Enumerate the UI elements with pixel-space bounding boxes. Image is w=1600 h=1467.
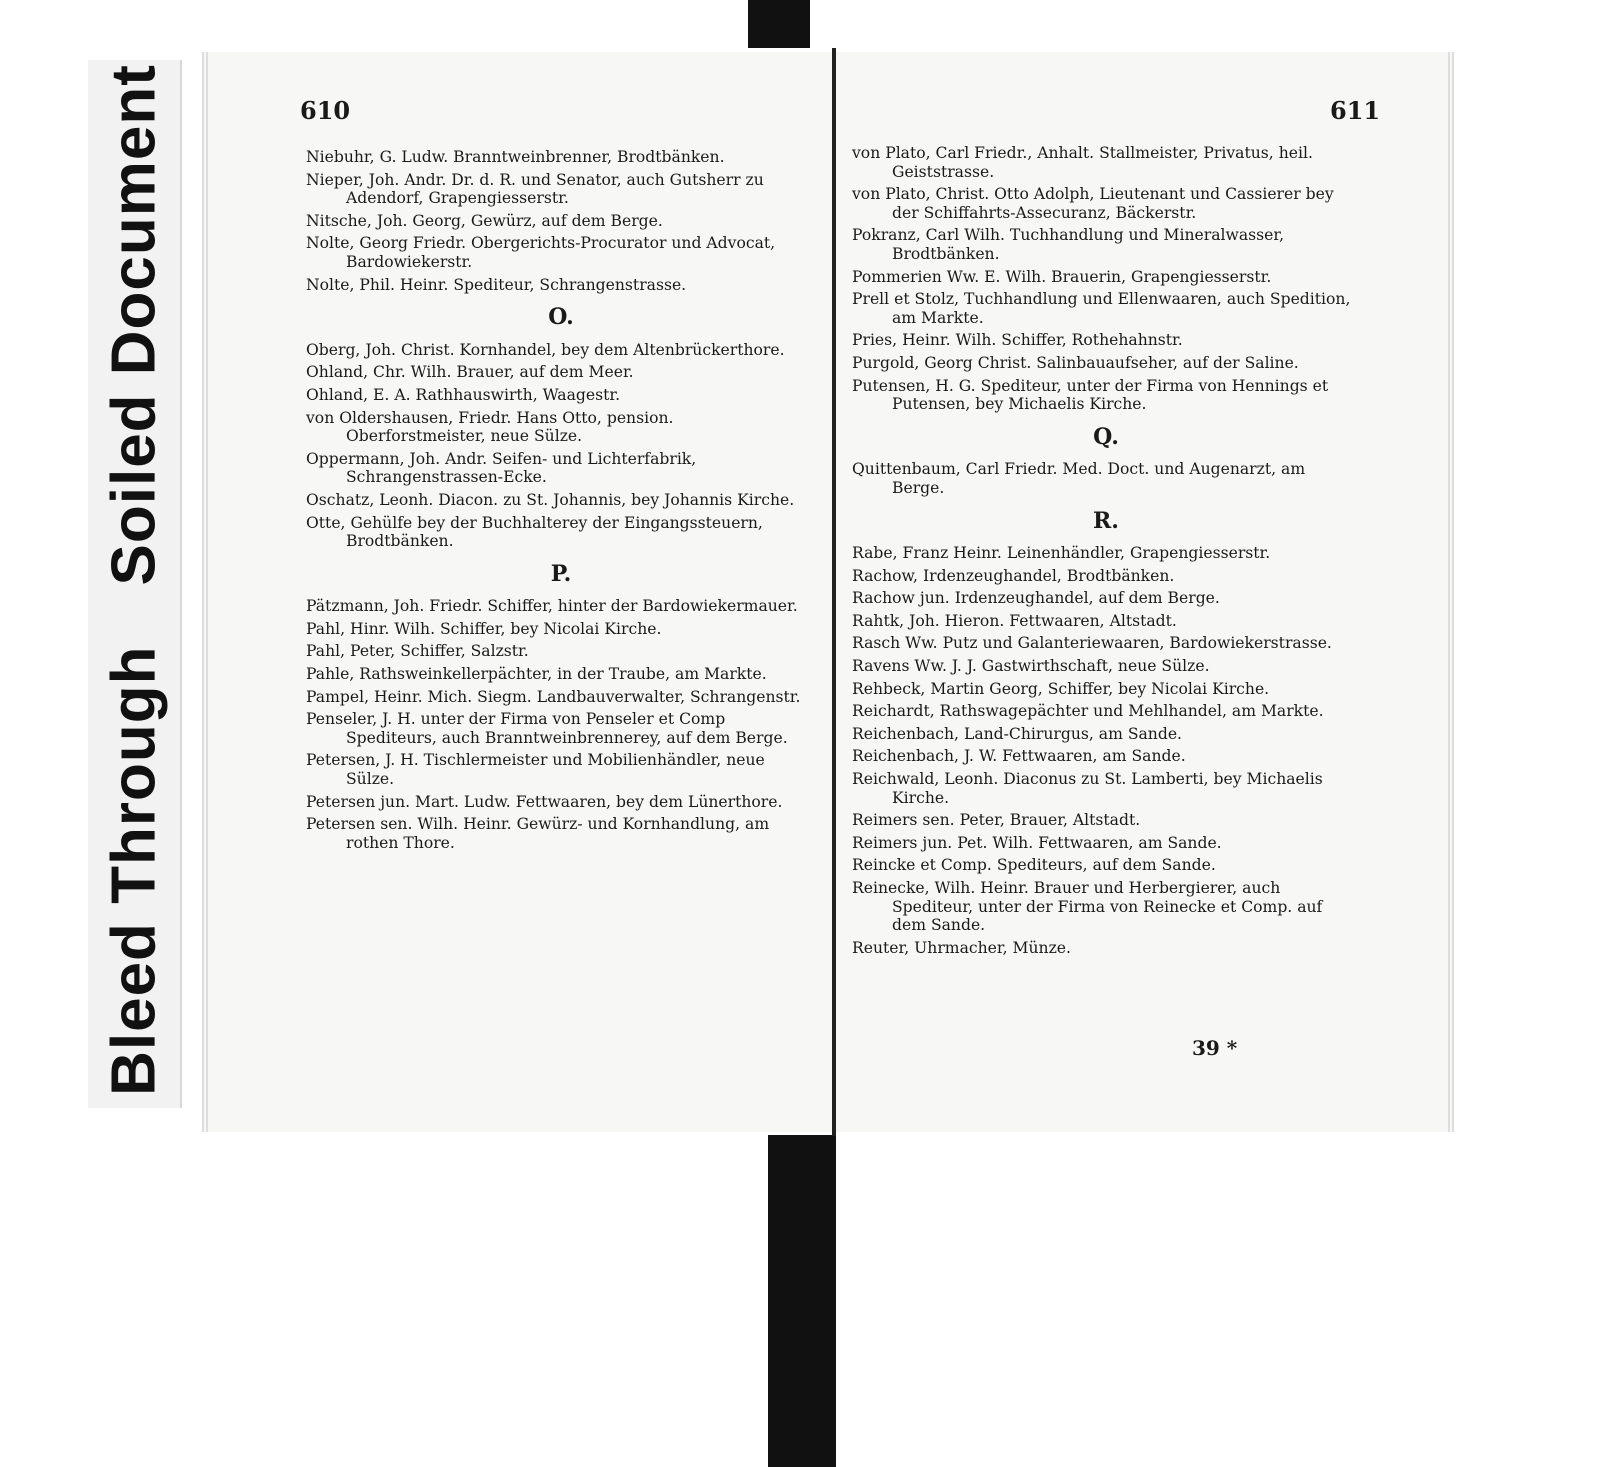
directory-entry: Nolte, Georg Friedr. Obergerichts-Procurator und Advocat, Bardowiekerstr. [306, 234, 776, 271]
directory-entry: Reuter, Uhrmacher, Münze. [852, 938, 1071, 957]
directory-entry: Pampel, Heinr. Mich. Siegm. Landbauverwalter, Schrangenstr. [306, 687, 801, 706]
side-label-soiled-document: Soiled Document [99, 64, 169, 586]
directory-entry: Nolte, Phil. Heinr. Spediteur, Schrangenstrasse. [306, 275, 687, 294]
directory-entry: Ohland, Chr. Wilh. Brauer, auf dem Meer. [306, 363, 634, 382]
directory-entry: Reinecke, Wilh. Heinr. Brauer und Herbergierer, auch Spediteur, unter der Firma von Reinecke et Comp. auf dem Sande. [852, 879, 1323, 935]
section-letter-heading: R. [1093, 507, 1119, 534]
directory-entry: Niebuhr, G. Ludw. Branntweinbrenner, Brodtbänken. [306, 148, 725, 166]
directory-entry: Reichwald, Leonh. Diaconus zu St. Lamberti, bey Michaelis Kirche. [852, 770, 1323, 807]
directory-entry: Oberg, Joh. Christ. Kornhandel, bey dem Altenbrückerthore. [306, 340, 785, 359]
directory-entry: Pätzmann, Joh. Friedr. Schiffer, hinter der Bardowiekermauer. [306, 597, 798, 616]
directory-entry: Reimers jun. Pet. Wilh. Fettwaaren, am Sande. [852, 833, 1222, 852]
binding-tab-bottom [768, 1135, 836, 1467]
directory-entry: Rachow, Irdenzeughandel, Brodtbänken. [852, 566, 1175, 585]
directory-entry: von Plato, Carl Friedr., Anhalt. Stallmeister, Privatus, heil. Geiststrasse. [852, 144, 1313, 181]
left-page-number: 610 [300, 96, 351, 125]
side-label [99, 64, 170, 1096]
directory-entry: Petersen sen. Wilh. Heinr. Gewürz- und Kornhandlung, am rothen Thore. [306, 815, 770, 852]
directory-entry: Ravens Ww. J. J. Gastwirthschaft, neue Sülze. [852, 657, 1210, 676]
left-page-directory-column [306, 148, 816, 856]
directory-entry: Quittenbaum, Carl Friedr. Med. Doct. und Augenarzt, am Berge. [852, 460, 1306, 497]
signature-mark: 39 * [1192, 1036, 1238, 1060]
directory-entry: Pahl, Hinr. Wilh. Schiffer, bey Nicolai Kirche. [306, 619, 662, 638]
directory-entry: Oschatz, Leonh. Diacon. zu St. Johannis, bey Johannis Kirche. [306, 490, 795, 509]
section-letter-heading: P. [550, 560, 572, 587]
section-letter-heading: Q. [1093, 423, 1119, 450]
directory-entry: Reichardt, Rathswagepächter und Mehlhandel, am Markte. [852, 702, 1324, 721]
directory-entry: Pahl, Peter, Schiffer, Salzstr. [306, 642, 529, 661]
directory-entry: Petersen, J. H. Tischlermeister und Mobilienhändler, neue Sülze. [306, 751, 765, 789]
directory-entry: Otte, Gehülfe bey der Buchhalterey der Eingangssteuern, Brodtbänken. [306, 513, 763, 551]
right-page-number: 611 [1330, 96, 1381, 125]
directory-entry: Prell et Stolz, Tuchhandlung und Ellenwaaren, auch Spedition, am Markte. [852, 290, 1351, 327]
directory-entry: Putensen, H. G. Spediteur, unter der Firma von Hennings et Putensen, bey Michaelis Kirche. [852, 376, 1329, 414]
directory-entry: Petersen jun. Mart. Ludw. Fettwaaren, bey dem Lünerthore. [306, 792, 783, 811]
directory-entry: Rabe, Franz Heinr. Leinenhändler, Grapengiesserstr. [852, 544, 1271, 563]
section-letter-heading: O. [548, 304, 574, 331]
directory-entry: Reincke et Comp. Spediteurs, auf dem Sande. [852, 856, 1216, 875]
side-label-bleed-through: Bleed Through [99, 645, 169, 1096]
directory-entry: Pahle, Rathsweinkellerpächter, in der Traube, am Markte. [306, 665, 767, 684]
directory-entry: Oppermann, Joh. Andr. Seifen- und Lichterfabrik, Schrangenstrassen-Ecke. [306, 449, 697, 487]
directory-entry: Purgold, Georg Christ. Salinbauaufseher, auf der Saline. [852, 353, 1299, 372]
directory-entry: von Oldershausen, Friedr. Hans Otto, pension. Oberforstmeister, neue Sülze. [306, 408, 674, 446]
directory-entry: Reichenbach, Land-Chirurgus, am Sande. [852, 724, 1183, 743]
directory-entry: Pries, Heinr. Wilh. Schiffer, Rothehahnstr. [852, 331, 1183, 350]
directory-entry: Rahtk, Joh. Hieron. Fettwaaren, Altstadt. [852, 611, 1177, 630]
directory-entry: Reimers sen. Peter, Brauer, Altstadt. [852, 811, 1141, 830]
directory-entry: von Plato, Christ. Otto Adolph, Lieutenant und Cassierer bey der Schiffahrts-Assecuranz, Bäckerstr. [852, 185, 1334, 222]
directory-entry: Pokranz, Carl Wilh. Tuchhandlung und Mineralwasser, Brodtbänken. [852, 226, 1285, 263]
directory-entry: Reichenbach, J. W. Fettwaaren, am Sande. [852, 747, 1186, 766]
right-page-directory-column [852, 144, 1360, 961]
directory-entry: Pommerien Ww. E. Wilh. Brauerin, Grapengiesserstr. [852, 267, 1272, 286]
binding-tab-top [748, 0, 810, 48]
directory-entry: Penseler, J. H. unter der Firma von Penseler et Comp Spediteurs, auch Branntweinbrennerey, auf dem Berge. [306, 710, 788, 747]
directory-entry: Rachow jun. Irdenzeughandel, auf dem Berge. [852, 589, 1220, 608]
directory-entry: Rasch Ww. Putz und Galanteriewaaren, Bardowiekerstrasse. [852, 634, 1332, 653]
directory-entry: Ohland, E. A. Rathhauswirth, Waagestr. [306, 385, 621, 404]
book-gutter [832, 48, 836, 1136]
directory-entry: Rehbeck, Martin Georg, Schiffer, bey Nicolai Kirche. [852, 679, 1270, 698]
directory-entry: Nieper, Joh. Andr. Dr. d. R. und Senator, auch Gutsherr zu Adendorf, Grapengiesserstr. [306, 170, 764, 208]
directory-entry: Nitsche, Joh. Georg, Gewürz, auf dem Berge. [306, 211, 663, 230]
